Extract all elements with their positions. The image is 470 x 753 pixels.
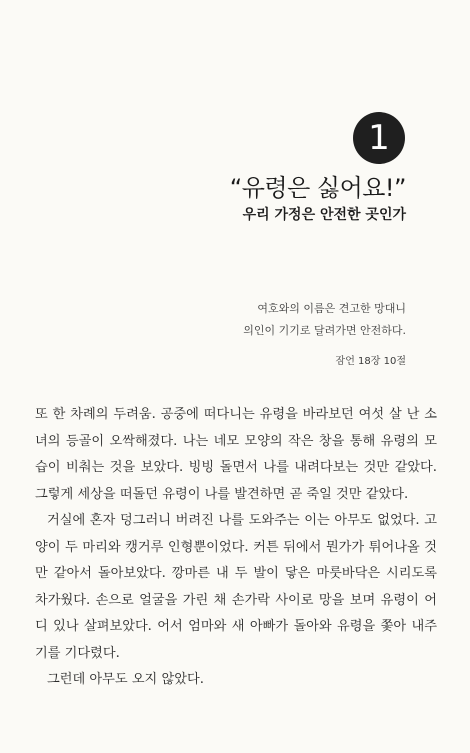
epigraph-line: 여호와의 이름은 견고한 망대니 [257, 302, 406, 315]
chapter-title: “유령은 싫어요!” [229, 174, 406, 202]
body-paragraph: 그런데 아무도 오지 않았다. [47, 672, 204, 687]
epigraph-line: 의인이 기기로 달려가면 안전하다. [243, 324, 406, 337]
epigraph-source: 잠언 18장 10절 [335, 356, 406, 367]
chapter-number-badge: 1 [353, 112, 405, 164]
chapter-subtitle: 우리 가정은 안전한 곳인가 [242, 207, 406, 223]
body-paragraph: 또 한 차례의 두려움. 공중에 떠다니는 유령을 바라보던 여섯 살 난 소녀의 등골이 오싹해졌다. 나는 네모 모양의 작은 창을 통해 유령의 모습이 비춰는 것을 보았다. 빙빙 돌면서 나를 내려다보는 것만 같았다. 그렇게 세상을 떠돌던 유령이 나를 발견하면 곧 죽일 것만 같았다. [35, 407, 437, 502]
body-paragraph: 거실에 혼자 덩그러니 버려진 나를 도와주는 이는 아무도 없었다. 고양이 두 마리와 캥거루 인형뿐이었다. 커튼 뒤에서 뭔가가 튀어나올 것만 같아서 돌아보았다. 깡마른 내 두 발이 닿은 마룻바닥은 시리도록 차가웠다. 손으로 얼굴을 가린 채 손가락 사이로 망을 보며 유령이 어디 있나 살펴보았다. 어서 엄마와 새 아빠가 돌아와 유령을 쫓아 내주기를 기다렸다. [35, 513, 437, 661]
epigraph-quote [206, 298, 406, 342]
body-text [35, 402, 437, 694]
